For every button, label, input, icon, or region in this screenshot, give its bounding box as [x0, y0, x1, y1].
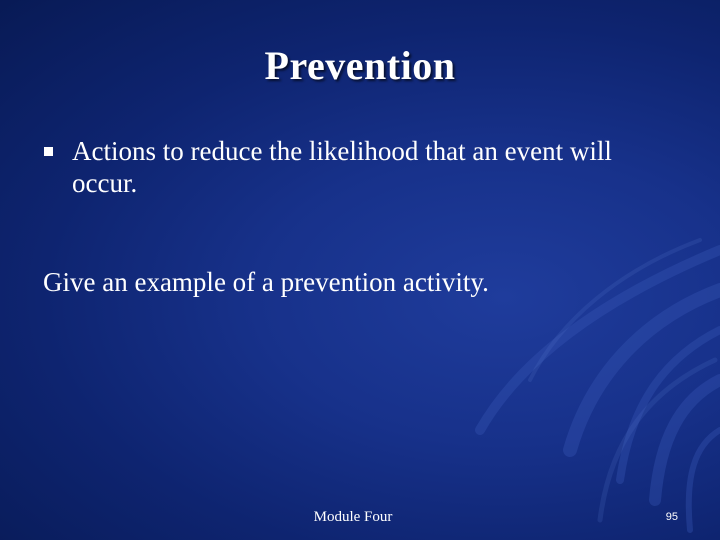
question-text: Give an example of a prevention activity. [43, 267, 489, 297]
page-number: 95 [665, 511, 678, 523]
footer-module-label: Module Four [313, 509, 393, 525]
square-bullet-icon [44, 147, 53, 156]
bullet-text: Actions to reduce the likelihood that an event will occur. [72, 136, 612, 198]
slide-title: Prevention [264, 43, 456, 88]
